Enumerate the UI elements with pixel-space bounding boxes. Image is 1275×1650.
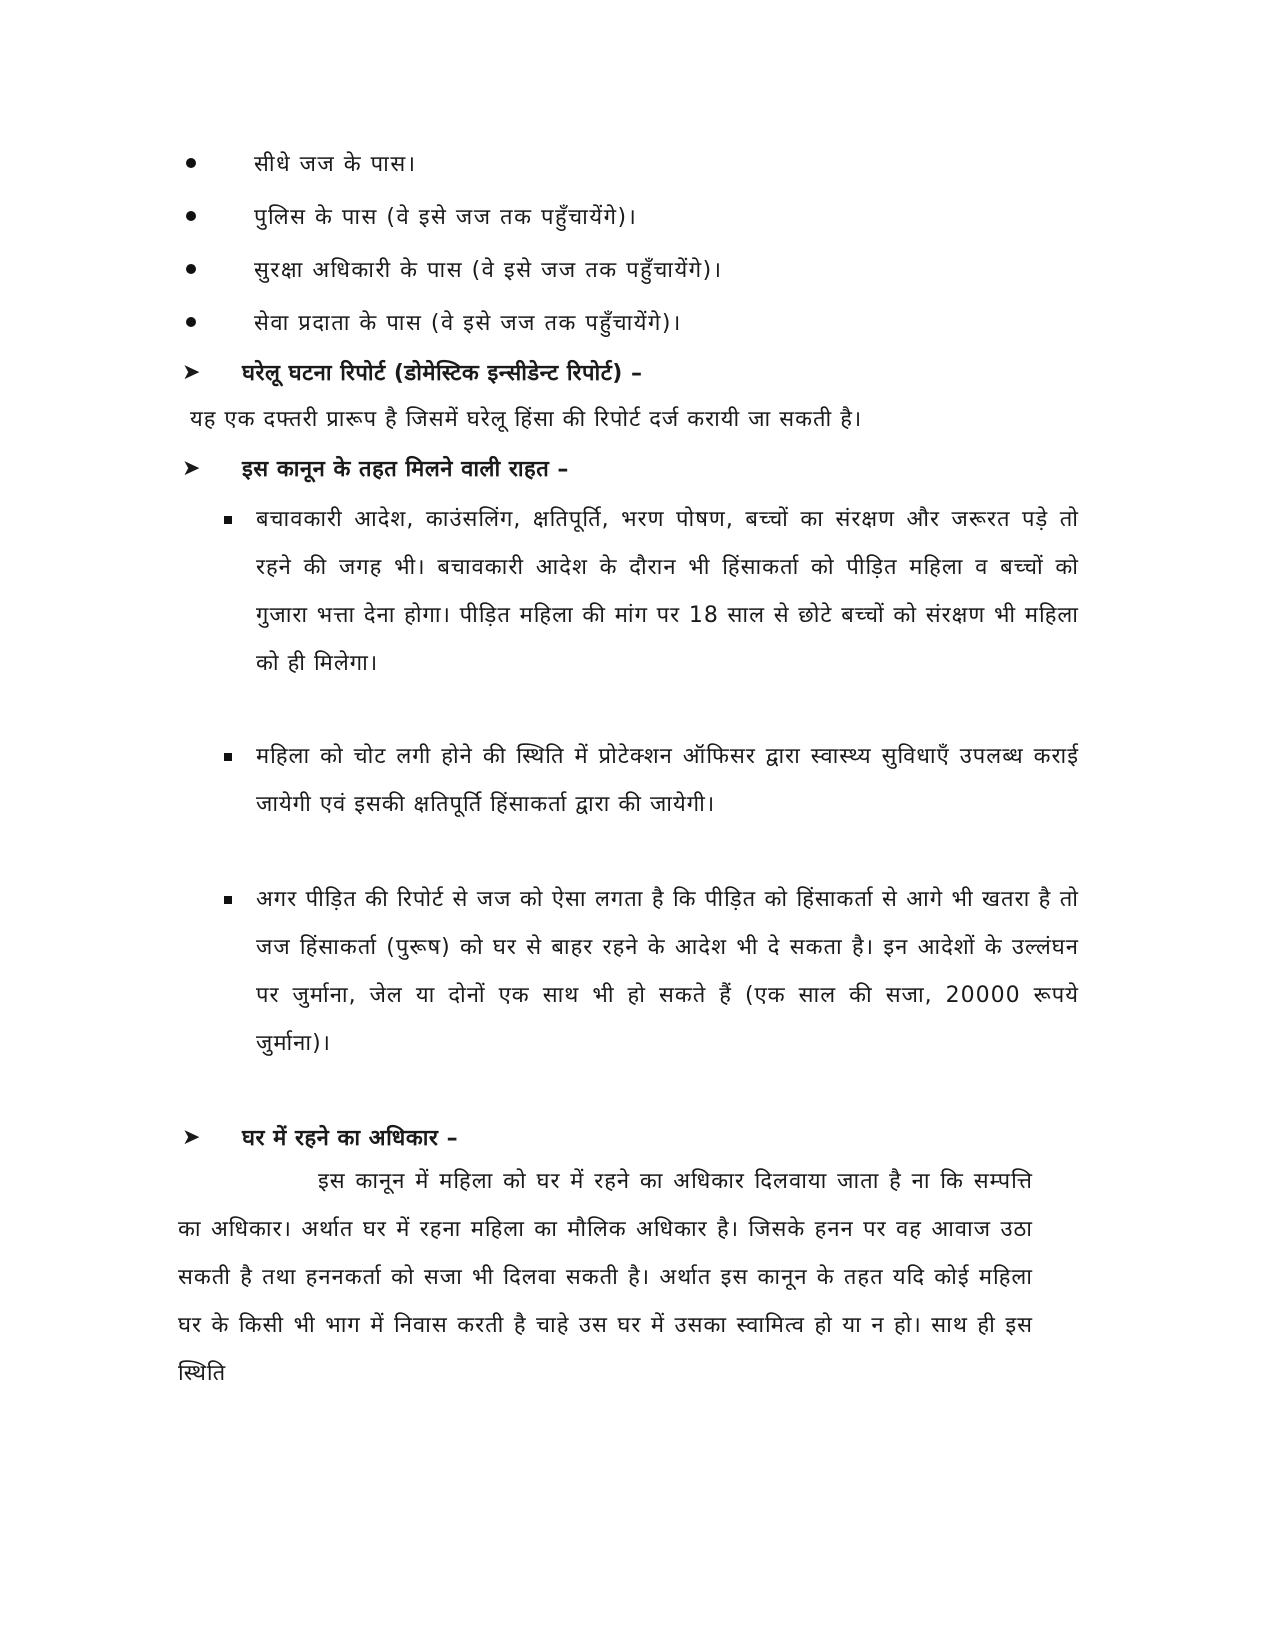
list-item-text: अगर पीड़ित की रिपोर्ट से जज को ऐसा लगता है कि पीड़ित को हिंसाकर्ता से आगे भी खतरा है तो जज हिंसाकर्ता (पुरूष) को घर से बाहर रहने के आदेश भी दे सकता है। इन आदेशों के उल्लंघन पर जुर्माना, जेल या दोनों एक साथ भी हो सकते हैं (एक साल की सजा, 20000 रूपये जुर्माना)। xyxy=(256,887,1079,1056)
paragraph: यह एक दफ्तरी प्रारूप है जिसमें घरेलू हिंसा की रिपोर्ट दर्ज करायी जा सकती है। xyxy=(190,407,863,432)
bullet-text: सेवा प्रदाता के पास (वे इसे जज तक पहुँचायेंगे)। xyxy=(254,311,682,336)
bullet-item xyxy=(186,302,682,342)
heading-text: घर में रहने का अधिकार – xyxy=(242,1126,459,1151)
bullet-dot-icon xyxy=(186,264,196,274)
bullet-item xyxy=(186,249,723,289)
section-heading xyxy=(182,448,569,488)
bullet-dot-icon xyxy=(186,211,196,221)
section-heading xyxy=(182,352,643,392)
bullet-text: पुलिस के पास (वे इसे जज तक पहुँचायेंगे)। xyxy=(254,205,638,230)
bullet-dot-icon xyxy=(186,317,196,327)
square-bullet-icon xyxy=(224,753,232,761)
paragraph: इस कानून में महिला को घर में रहने का अधिकार दिलवाया जाता है ना कि सम्पत्ति का अधिकार। अर्थात घर में रहना महिला का मौलिक अधिकार है। जिसके हनन पर वह आवाज उठा सकती है तथा हननकर्ता को सजा भी दिलवा सकती है। अर्थात इस कानून के तहत यदि कोई महिला घर के किसी भी भाग में निवास करती है चाहे उस घर में उसका स्वामित्व हो या न हो। साथ ही इस स्थिति xyxy=(178,1169,1033,1386)
list-item xyxy=(224,876,1079,1068)
square-bullet-icon xyxy=(224,516,232,524)
bullet-dot-icon xyxy=(186,158,196,168)
list-item-text: बचावकारी आदेश, काउंसलिंग, क्षतिपूर्ति, भरण पोषण, बच्चों का संरक्षण और जरूरत पड़े तो रहने की जगह भी। बचावकारी आदेश के दौरान भी हिंसाकर्ता को पीड़ित महिला व बच्चों को गुजारा भत्ता देना होगा। पीड़ित महिला की मांग पर 18 साल से छोटे बच्चों को संरक्षण भी महिला को ही मिलेगा। xyxy=(256,507,1079,676)
bullet-text: सुरक्षा अधिकारी के पास (वे इसे जज तक पहुँचायेंगे)। xyxy=(254,258,723,283)
square-bullet-icon xyxy=(224,896,232,904)
heading-text: घरेलू घटना रिपोर्ट (डोमेस्टिक इन्सीडेन्ट रिपोर्ट) – xyxy=(242,361,643,386)
list-item-text: महिला को चोट लगी होने की स्थिति में प्रोटेक्शन ऑफिसर द्वारा स्वास्थ्य सुविधाएँ उपलब्ध कराई जायेगी एवं इसकी क्षतिपूर्ति हिंसाकर्ता द्वारा की जायेगी। xyxy=(256,744,1079,817)
section-heading xyxy=(182,1117,458,1157)
bullet-text: सीधे जज के पास। xyxy=(254,152,417,177)
arrow-bullet-icon: ➤ xyxy=(182,455,201,481)
arrow-bullet-icon: ➤ xyxy=(182,359,201,385)
list-item xyxy=(224,496,1079,688)
bullet-item xyxy=(186,143,417,183)
list-item xyxy=(224,733,1079,829)
bullet-item xyxy=(186,196,637,236)
heading-text: इस कानून के तहत मिलने वाली राहत – xyxy=(242,457,569,482)
arrow-bullet-icon: ➤ xyxy=(182,1124,201,1150)
